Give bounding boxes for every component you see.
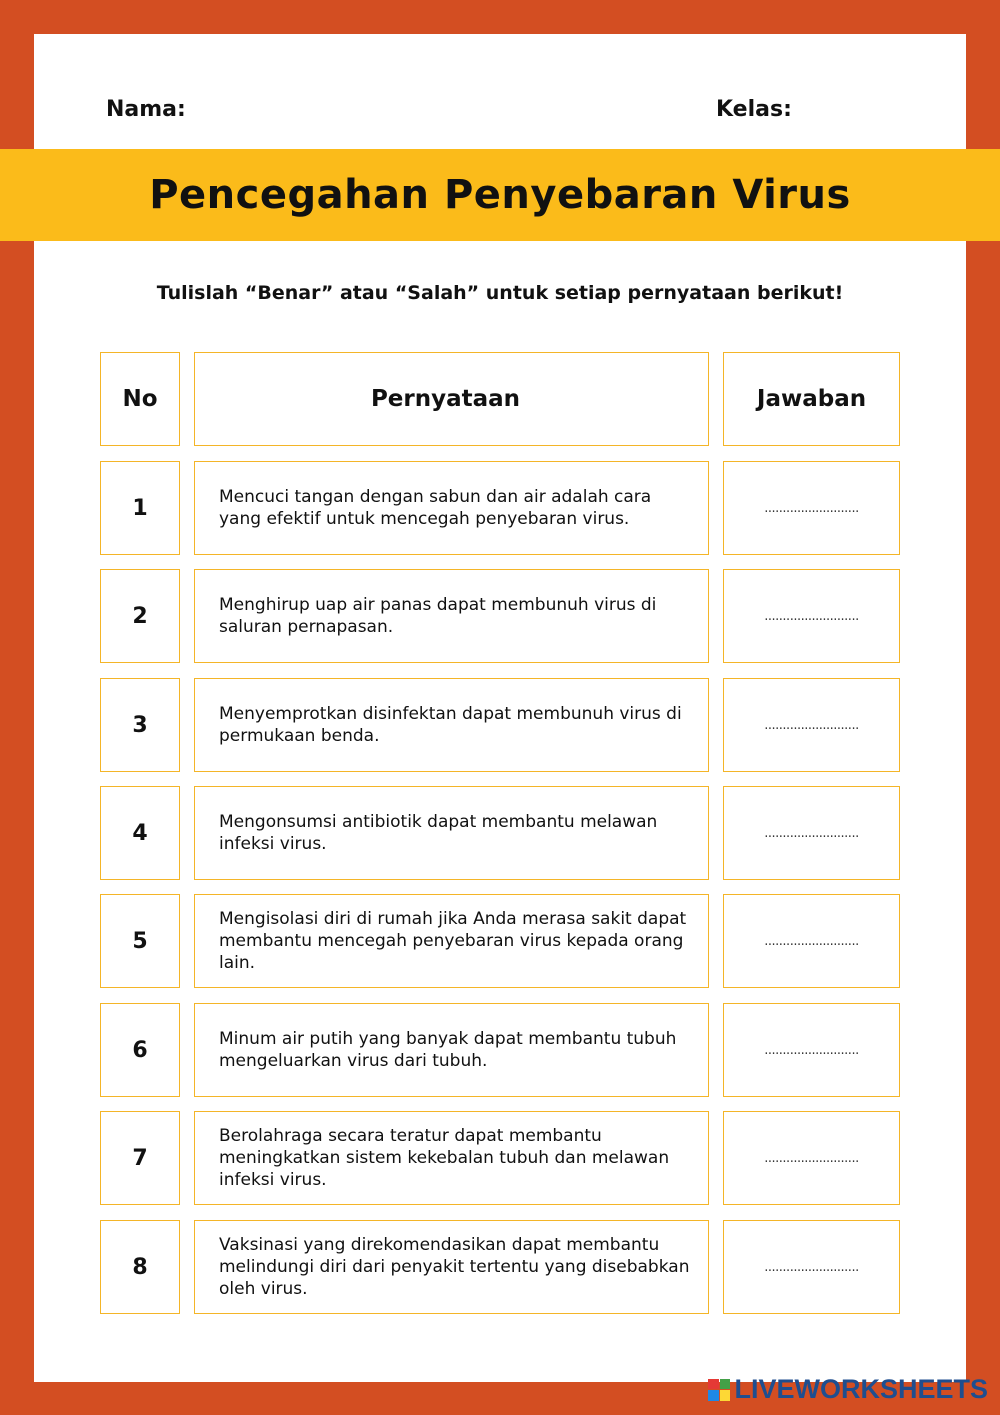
answer-field[interactable]	[723, 894, 900, 988]
row-number: 3	[100, 678, 180, 772]
answer-field[interactable]	[723, 786, 900, 880]
row-number: 7	[100, 1111, 180, 1205]
answer-placeholder: ..........................	[764, 933, 859, 949]
row-statement: Minum air putih yang banyak dapat membantu tubuh mengeluarkan virus dari tubuh.	[194, 1003, 709, 1097]
instruction-text: Tulislah “Benar” atau “Salah” untuk setiap pernyataan berikut!	[156, 282, 844, 304]
answer-placeholder: ..........................	[764, 500, 859, 516]
row-number: 6	[100, 1003, 180, 1097]
row-number: 1	[100, 461, 180, 555]
liveworksheets-logo-icon	[708, 1379, 730, 1401]
row-statement: Mengisolasi diri di rumah jika Anda merasa sakit dapat membantu mencegah penyebaran virus kepada orang lain.	[194, 894, 709, 988]
class-label: Kelas:	[716, 97, 792, 122]
answer-placeholder: ..........................	[764, 1259, 859, 1275]
row-number: 5	[100, 894, 180, 988]
row-statement: Mengonsumsi antibiotik dapat membantu melawan infeksi virus.	[194, 786, 709, 880]
answer-field[interactable]	[723, 1003, 900, 1097]
row-statement: Berolahraga secara teratur dapat membantu meningkatkan sistem kekebalan tubuh dan melawan infeksi virus.	[194, 1111, 709, 1205]
brand-name: LIVEWORKSHEETS	[734, 1374, 988, 1404]
row-statement: Menghirup uap air panas dapat membunuh virus di saluran pernapasan.	[194, 569, 709, 663]
answer-placeholder: ..........................	[764, 608, 859, 624]
row-number: 4	[100, 786, 180, 880]
column-header-statement: Pernyataan	[194, 352, 709, 446]
row-statement: Menyemprotkan disinfektan dapat membunuh virus di permukaan benda.	[194, 678, 709, 772]
row-number: 8	[100, 1220, 180, 1314]
footer-brand	[708, 1374, 988, 1405]
row-statement: Mencuci tangan dengan sabun dan air adalah cara yang efektif untuk mencegah penyebaran virus.	[194, 461, 709, 555]
answer-field[interactable]	[723, 569, 900, 663]
answer-field[interactable]	[723, 1220, 900, 1314]
page-title: Pencegahan Penyebaran Virus	[149, 172, 851, 218]
answer-placeholder: ..........................	[764, 1150, 859, 1166]
answer-placeholder: ..........................	[764, 1042, 859, 1058]
answer-field[interactable]	[723, 461, 900, 555]
column-header-answer: Jawaban	[723, 352, 900, 446]
column-header-no: No	[100, 352, 180, 446]
answer-field[interactable]	[723, 678, 900, 772]
title-banner	[0, 149, 1000, 241]
name-label: Nama:	[106, 97, 186, 122]
answer-placeholder: ..........................	[764, 825, 859, 841]
answer-field[interactable]	[723, 1111, 900, 1205]
row-statement: Vaksinasi yang direkomendasikan dapat membantu melindungi diri dari penyakit tertentu yang disebabkan oleh virus.	[194, 1220, 709, 1314]
row-number: 2	[100, 569, 180, 663]
answer-placeholder: ..........................	[764, 717, 859, 733]
